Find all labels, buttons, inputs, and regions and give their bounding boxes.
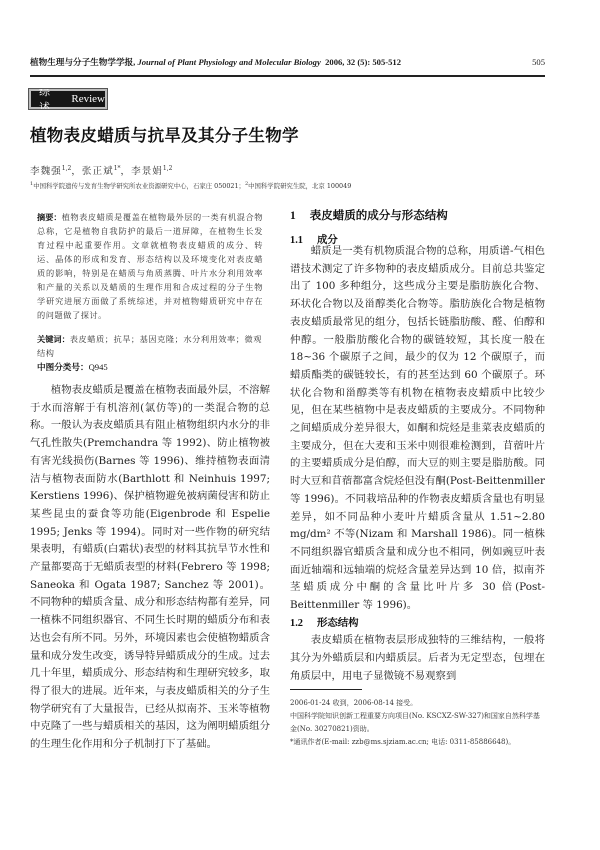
section-1-2-heading: 1.2 形态结构: [290, 616, 359, 629]
section-tag: [29, 86, 107, 114]
author-list: 李魏强$^{1,2}$，张正斌$^{1*}$，李景娟$^{1,2}$: [30, 164, 173, 177]
page-number: 505: [532, 57, 545, 67]
intro-paragraph: 植物表皮蜡质是覆盖在植物表面最外层，不溶解于水而溶解于有机溶剂(氯仿等)的一类混合物的总称。一般认为表皮蜡质具有阻止植物组织内水分的非气孔性散失(Premchandra 等 1992)、防止植物被有害光线损伤(Barnes 等 1996)、维持植物表面清洁与植物表面防水(Barthlott 和 Neinhuis 1997; Kerstiens 1996)、保护植物避免被病菌侵害和防止某些昆虫的蚕食等功能(Eigenbrode 和 Espelie 1995; Jenks 等 1994)。同时对一些作物的研究结果表明，有蜡质(白霜状)表型的材料其抗旱节水性和产量都要高于无蜡质表型的材料(Febrero 等 1998; Saneoka 和 Ogata 1987; Sanchez 等 2001)。不同物种的蜡质含量、成分和形态结构都有差异，同一植株不同组织器官、不同生长时期的蜡质分布和表达也会有所不同。另外，环境因素也会使植物蜡质含量和成分发生改变，诱导特异蜡质成分的生成。过去几十年里，蜡质成分、形态结构和生理研究较多，取得了很大的进展。近年来，与表皮蜡质相关的分子生物学研究有了大量报告，已经从拟南芥、玉米等植物中克隆了一些与蜡质相关的基因，这为阐明蜡质组分的生理生化作用和分子机制打下了基础。: [30, 384, 270, 751]
affiliation: 中国科学院遗传与发育生物学研究所农业资源研究中心，石家庄 050021；: [33, 182, 245, 191]
left-column: [30, 382, 270, 754]
clc-label: 中图分类号：: [37, 363, 89, 373]
author: 李魏强: [30, 166, 62, 177]
citation: 2006, 32 (5): 505-512: [325, 57, 401, 67]
footnote-corresponding: *通讯作者(E-mail: zzb@ms.sjziam.ac.cn; 电话: 0311-85886648)。: [290, 738, 516, 746]
footnote-received: 2006-01-24 收到，2006-08-14 接受。: [290, 699, 418, 707]
section-1-1-heading: 1.1 成分: [290, 234, 338, 246]
paragraph-composition: 蜡质是一类有机物质混合物的总称，用质谱-气相色谱技术测定了许多物种的表皮蜡质成分。目前总共鉴定出了 100 多种组分，这些成分主要是脂肪族化合物、环状化合物以及甾醇类化合物等。脂肪族化合物是植物表皮蜡质最常见的组分，包括长链脂肪酸、醛、伯醇和仲醇。一般脂肪酸化合物的碳链较短，其长度一般在 18~36 个碳原子之间，最少的仅为 12 个碳原子，而蜡质酯类的碳链较长，有的甚至达到 60 个碳原子。环状化合物和甾醇类等有机物在植物表皮蜡质中比较少见，但在某些植物中是表皮蜡质的主要成分。不同物种之间蜡质成分差异很大，如酮和烷烃是韭菜表皮蜡质的主要成分，但在大麦和玉米中则很难检测到，苜蓿叶片的主要蜡质成分是伯醇，而大豆的则主要是脂肪酸。同时大豆和苜蓿都富含烷烃但没有酮(Post-Beittenmiller 等 1996)。不同栽培品种的作物表皮蜡质含量也有明显差异，如不同品种小麦叶片蜡质含量从 1.51~2.80 mg/dm² 不等(Nizam 和 Marshall 1986)。同一植株不同组织器官蜡质含量和成分也不相同，例如豌豆叶表面近轴端和远轴端的烷烃含量差异达到 10 倍，拟南芥茎蜡质成分中酮的含量比叶片多 30 倍(Post-Beittenmiller 等 1996)。: [290, 245, 545, 612]
affiliation: 中国科学院研究生院，北京 100049: [248, 182, 352, 191]
section-tag-en: Review: [71, 93, 105, 105]
clc-value: Q945: [88, 362, 108, 372]
footnote-funding: 中国科学院知识创新工程重要方向项目(No. KSCXZ-SW-327)和国家自然科学基金(No. 30270821)资助。: [290, 712, 540, 733]
classification-number: [37, 361, 108, 373]
journal-citation: 植物生理与分子生物学学报, Journal of Plant Physiology and Molecular Biology 2006, 32 (5): 505-512: [30, 57, 401, 67]
journal-name-cn: 植物生理与分子生物学学报: [30, 57, 134, 67]
footnotes: [290, 697, 545, 749]
section-tag-cn: 综 述: [39, 86, 58, 114]
footnote-rule: [290, 689, 362, 690]
abstract-text: 植物表皮蜡质是覆盖在植物最外层的一类有机混合物总称，它是植物自我防护的最后一道屏障，在植物生长发育过程中起重要作用。文章就植物表皮蜡质的成分、转运、晶体的形成和发育、形态结构以及环境变化对表皮蜡质的影响，特别是在蜡质与角质蒸腾、叶片水分利用效率和产量的关系以及蜡质的生理作用和合成过程的分子生物学研究进展方面做了系统综述，并对植物蜡质研究中存在的问题做了探讨。: [37, 212, 263, 320]
author: 张正斌: [81, 166, 114, 177]
affiliations: $^1$中国科学院遗传与发育生物学研究所农业资源研究中心，石家庄 050021；$^2$中国科学院研究生院，北京 100049: [30, 181, 352, 191]
header-rule: [30, 75, 545, 77]
abstract-label: 摘要：: [37, 212, 62, 222]
section-1-heading: 1 表皮蜡质的成分与形态结构: [290, 208, 448, 222]
author: 李景娟: [131, 166, 163, 177]
abstract: [37, 210, 263, 322]
keywords-label: 关键词：: [37, 334, 70, 344]
keywords-text: 表皮蜡质；抗旱；基因克隆；水分利用效率；微观结构: [37, 334, 262, 358]
article-title: 植物表皮蜡质与抗旱及其分子生物学: [30, 126, 299, 145]
journal-name-en: Journal of Plant Physiology and Molecular Biology: [137, 57, 321, 67]
keywords: [37, 332, 263, 360]
running-head: [30, 56, 545, 68]
right-column: [290, 243, 545, 686]
paragraph-morphology: 表皮蜡质在植物表层形成独特的三维结构，一般将其分为外蜡质层和内蜡质层。后者为无定型态，包埋在角质层中，用电子显微镜不易观察到: [290, 634, 545, 682]
